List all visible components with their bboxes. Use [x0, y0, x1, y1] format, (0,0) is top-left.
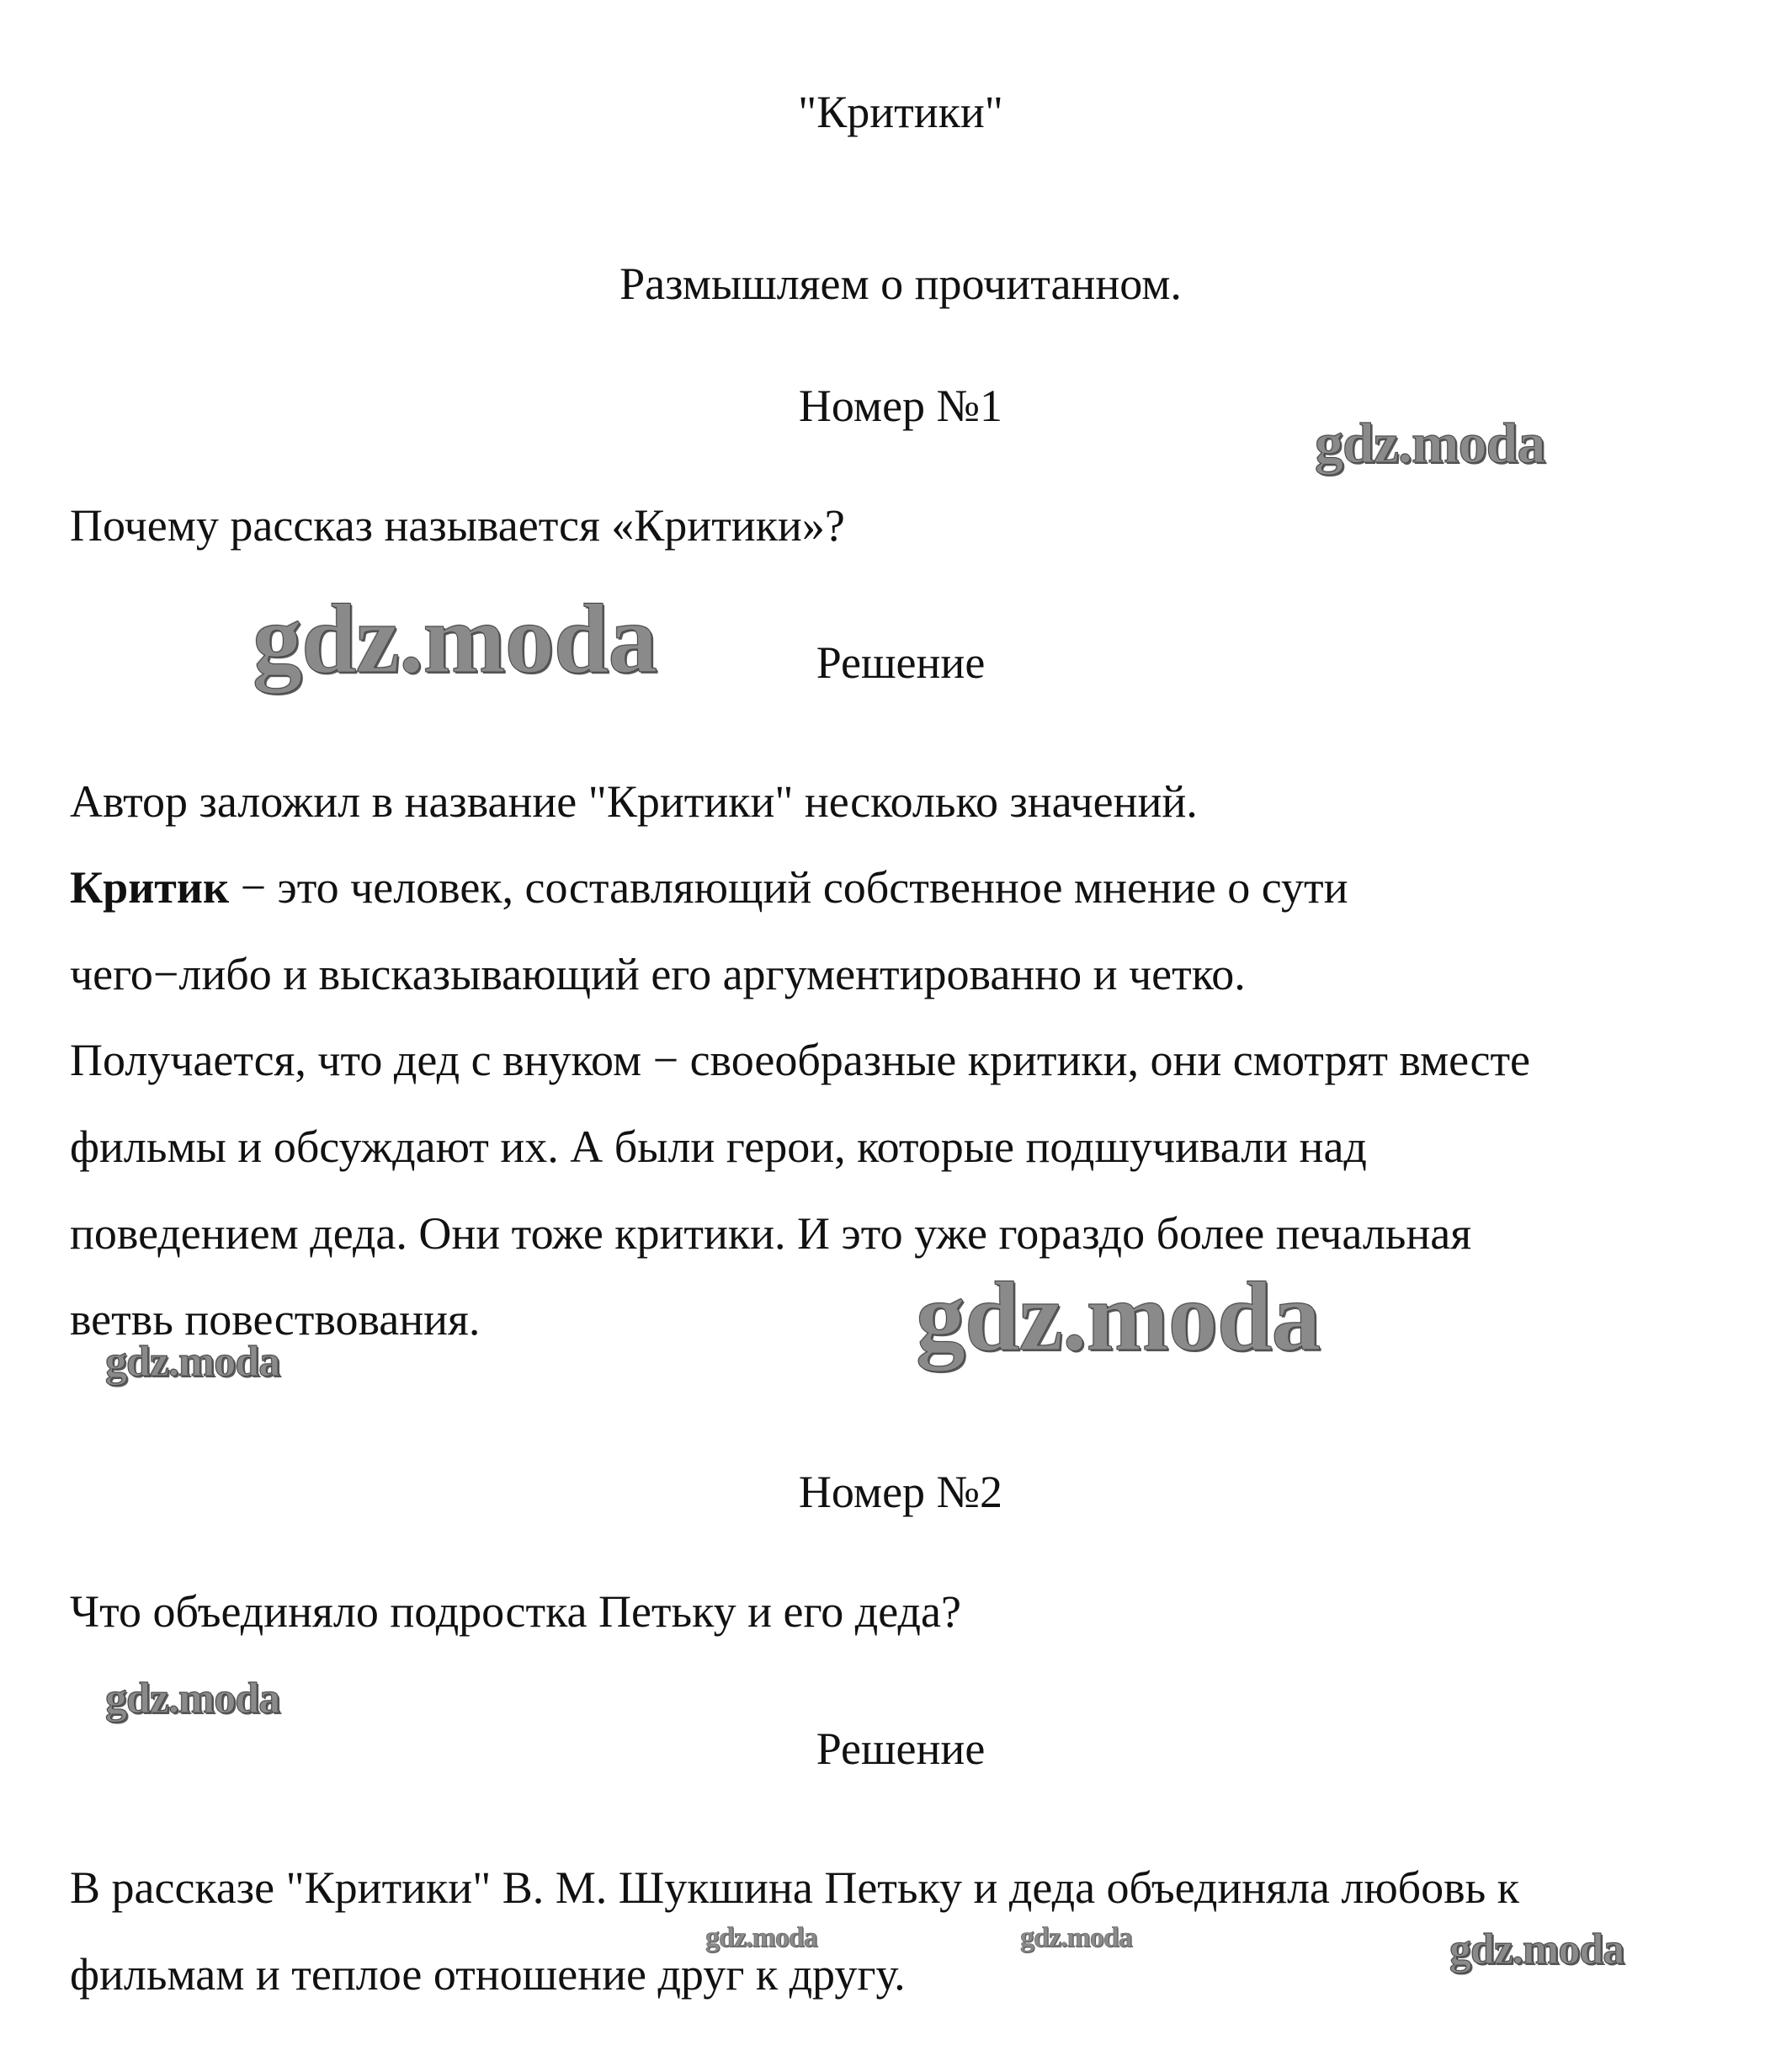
document-title: "Критики"	[798, 87, 1003, 137]
task-1-answer-line: фильмы и обсуждают их. А были герои, которые подшучивали над	[70, 1121, 1367, 1172]
term-bold: Критик	[70, 862, 230, 913]
task-2-answer-line: В рассказе "Критики" В. М. Шукшина Петьку и деда объединяла любовь к	[70, 1862, 1520, 1913]
task-1-number: Номер №1	[798, 381, 1003, 431]
watermark: gdz.moda	[105, 1338, 280, 1386]
task-1-answer-line: поведением деда. Они тоже критики. И это уже гораздо более печальная	[70, 1208, 1472, 1259]
task-1-question: Почему рассказ называется «Критики»?	[70, 500, 845, 551]
watermark: gdz.moda	[1020, 1922, 1132, 1953]
watermark: gdz.moda	[1449, 1926, 1624, 1973]
term-definition: − это человек, составляющий собственное мнение о сути	[229, 862, 1348, 913]
task-1-answer-line: Получается, что дед с внуком − своеобразные критики, они смотрят вместе	[70, 1035, 1531, 1085]
task-1-answer-line	[70, 862, 1348, 913]
watermark: gdz.moda	[253, 583, 657, 694]
task-1-answer-line: чего−либо и высказывающий его аргументированно и четко.	[70, 949, 1246, 999]
task-1-answer-line: Автор заложил в название "Критики" несколько значений.	[70, 776, 1198, 827]
watermark: gdz.moda	[1315, 411, 1545, 475]
watermark: gdz.moda	[705, 1922, 817, 1953]
task-2-solution-label: Решение	[816, 1723, 986, 1774]
watermark: gdz.moda	[916, 1261, 1321, 1372]
task-1-solution-label: Решение	[816, 637, 986, 688]
task-2-number: Номер №2	[798, 1467, 1003, 1517]
task-1-answer-line: ветвь повествования.	[70, 1294, 481, 1345]
watermark: gdz.moda	[105, 1675, 280, 1723]
section-heading: Размышляем о прочитанном.	[619, 258, 1182, 309]
task-2-question: Что объединяло подростка Петьку и его деда?	[70, 1586, 961, 1637]
task-2-answer-line: фильмам и теплое отношение друг к другу.	[70, 1949, 906, 2000]
